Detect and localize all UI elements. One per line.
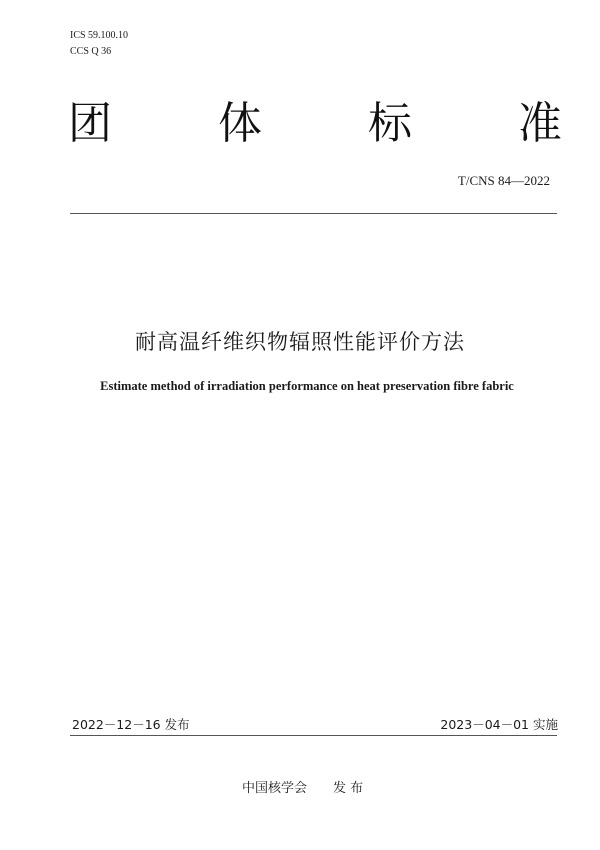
standard-type-char: 团 [68,98,112,149]
standard-type-char: 体 [218,98,262,149]
issue-date: 2022－12－16 发布 [72,717,190,732]
implementation-date: 2023－04－01 实施 [440,717,558,732]
title-chinese: 耐高温纤维织物辐照性能评价方法 [135,330,465,354]
ccs-code: CCS Q 36 [70,46,112,57]
top-divider [70,213,557,214]
standard-type-heading [68,96,562,152]
classification-codes [70,28,128,60]
publisher-line [242,777,363,796]
standard-type-char: 标 [368,98,412,149]
publisher-name: 中国核学会 [242,781,308,796]
bottom-divider [70,735,557,736]
title-english: Estimate method of irradiation performance on heat preservation fibre fabric [100,379,514,393]
ics-code: ICS 59.100.10 [70,30,129,41]
standard-type-char: 准 [518,98,562,149]
standard-number: T/CNS 84—2022 [457,173,550,188]
publisher-action: 发 布 [333,781,364,796]
